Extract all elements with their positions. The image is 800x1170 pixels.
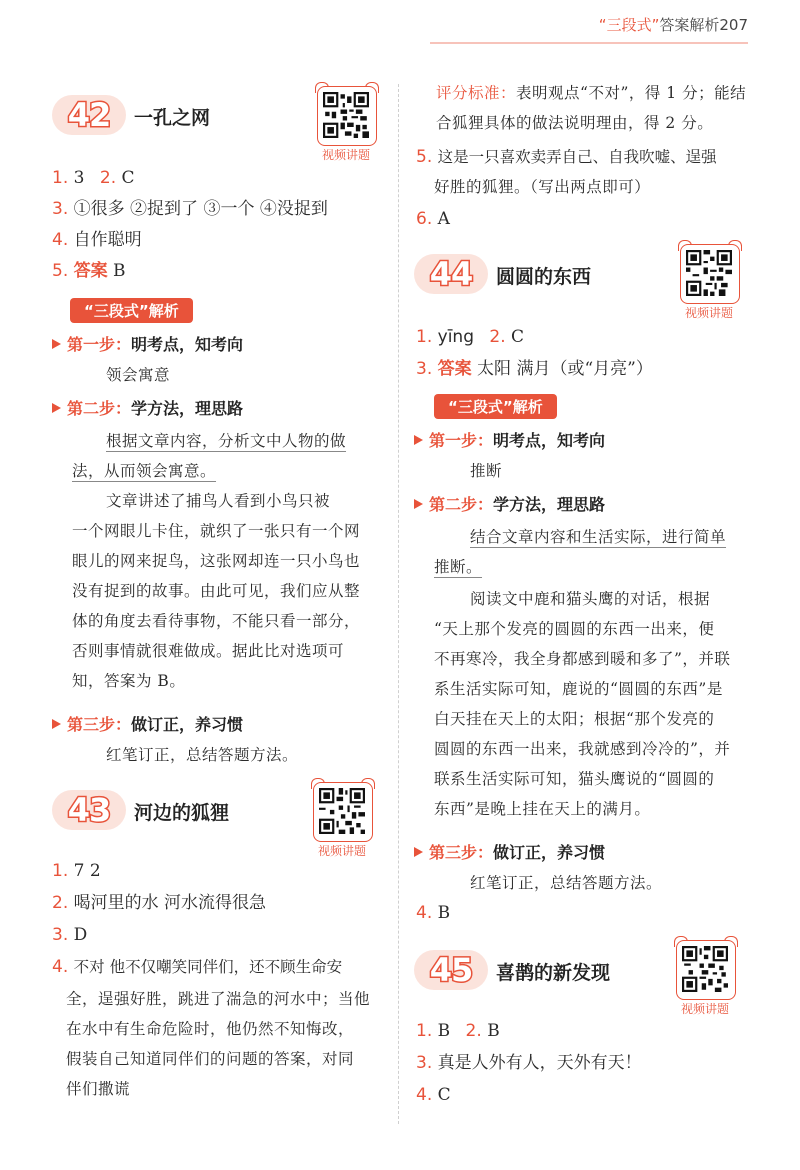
analysis-44-line: 东西”是晚上挂在天上的满月。 [434, 800, 651, 818]
analysis-42-line: 没有捉到的故事。由此可见，我们应从整 [72, 582, 361, 600]
page-number: 207 [719, 16, 748, 34]
answer-45-4: 4. C [416, 1085, 451, 1105]
answer-43-5: 5. 这是一只喜欢卖弄自己、自我吹嘘、逞强 [416, 147, 717, 167]
section-badge-43: 43 [52, 790, 126, 830]
step2-detail-44-line1: 结合文章内容和生活实际，进行简单 [470, 528, 727, 546]
header-quote-title: “三段式” [598, 16, 660, 34]
answer-43-5-line2: 好胜的狐狸。（写出两点即可） [434, 178, 651, 196]
qr-code-42[interactable] [313, 86, 379, 162]
qr-code-45[interactable] [672, 940, 738, 1016]
step2-44: 第二步：学方法，理思路 [414, 492, 605, 515]
qr-label: 视频讲题 [680, 1002, 729, 1016]
analysis-44-line: 阅读文中鹿和猫头鹰的对话，根据 [470, 590, 711, 608]
step3-detail-44: 红笔订正，总结答题方法。 [470, 874, 663, 892]
step2-42: 第二步：学方法，理思路 [52, 396, 243, 419]
step3-detail-42: 红笔订正，总结答题方法。 [106, 746, 299, 764]
analysis-44-line: 不再寒冷，我全身都感到暖和多了”，并联 [434, 650, 731, 668]
answer-42-4: 4. 自作聪明 [52, 230, 142, 250]
analysis-44-line: 白天挂在天上的太阳；根据“那个发亮的 [434, 710, 715, 728]
section-title-45: 喜鹊的新发现 [496, 962, 611, 984]
answer-44-3: 3. 答案 太阳 满月（或“月亮”） [416, 359, 653, 379]
answer-43-4-line: 在水中有生命危险时，他仍然不知悔改， [66, 1020, 355, 1038]
section-title-42: 一孔之网 [134, 107, 211, 129]
answer-43-4-line: 伴们撒谎 [66, 1080, 131, 1098]
qr-icon [686, 250, 732, 296]
qr-icon [682, 946, 728, 992]
analysis-42-line: 知，答案为 B。 [72, 672, 186, 690]
analysis-44-line: “天上那个发亮的圆圆的东西一出来，便 [434, 620, 715, 638]
qr-label: 视频讲题 [321, 148, 370, 162]
qr-code-43[interactable] [309, 782, 375, 858]
section-badge-42: 42 [52, 95, 126, 135]
qr-code-44[interactable] [676, 244, 742, 320]
step2-detail-42-line2: 法，从而领会寓意。 [72, 462, 217, 480]
criteria-line2: 合狐狸具体的做法说明理由，得 2 分。 [436, 114, 714, 132]
answer-45-3: 3. 真是人外有人，天外有天！ [416, 1053, 642, 1073]
step1-detail-44: 推断 [470, 462, 503, 480]
analysis-44-line: 联系生活实际可知，猫头鹰说的“圆圆的 [434, 770, 715, 788]
analysis-tag-42: “三段式”解析 [70, 298, 193, 323]
section-badge-45: 45 [414, 950, 488, 990]
answer-43-6: 6. A [416, 209, 450, 229]
analysis-tag-44: “三段式”解析 [434, 394, 557, 419]
qr-label: 视频讲题 [317, 844, 366, 858]
section-title-44: 圆圆的东西 [496, 266, 592, 288]
step2-detail-44-line2: 推断。 [434, 558, 483, 576]
answer-42-1-2: 1. 3 2. C [52, 168, 135, 188]
answer-43-2: 2. 喝河里的水 河水流得很急 [52, 893, 267, 913]
step3-44: 第三步：做订正，养习惯 [414, 840, 605, 863]
step3-42: 第三步：做订正，养习惯 [52, 712, 243, 735]
analysis-44-line: 圆圆的东西一出来，我就感到冷冷的”，并 [434, 740, 731, 758]
answer-43-3: 3. D [52, 925, 88, 945]
column-divider [398, 84, 399, 1124]
criteria-line1: 评分标准：表明观点“不对”，得 1 分；能结 [436, 84, 747, 102]
page-header [599, 14, 748, 35]
step2-detail-42-line1: 根据文章内容，分析文中人物的做 [106, 432, 347, 450]
answer-43-4: 4. 不对 他不仅嘲笑同伴们，还不顾生命安 [52, 957, 343, 977]
analysis-42-line: 否则事情就很难做成。据此比对选项可 [72, 642, 345, 660]
qr-label: 视频讲题 [684, 306, 733, 320]
answer-45-1-2: 1. B 2. B [416, 1021, 500, 1041]
step1-44: 第一步：明考点，知考向 [414, 428, 605, 451]
answer-42-3: 3. ①很多 ②捉到了 ③一个 ④没捉到 [52, 199, 328, 219]
header-rest: 答案解析 [659, 16, 720, 34]
section-badge-44: 44 [414, 254, 488, 294]
analysis-44-line: 系生活实际可知，鹿说的“圆圆的东西”是 [434, 680, 723, 698]
qr-icon [323, 92, 369, 138]
answer-44-1-2: 1. yīng 2. C [416, 327, 525, 347]
analysis-42-line: 眼儿的网来捉鸟，这张网却连一只小鸟也 [72, 552, 361, 570]
section-title-43: 河边的狐狸 [134, 802, 230, 824]
step1-detail-42: 领会寓意 [106, 366, 171, 384]
answer-42-5: 5. 答案 B [52, 261, 126, 281]
step1-42: 第一步：明考点，知考向 [52, 332, 243, 355]
analysis-42-line: 文章讲述了捕鸟人看到小鸟只被 [106, 492, 331, 510]
answer-43-4-line: 假装自己知道同伴们的问题的答案，对同 [66, 1050, 355, 1068]
answer-43-1: 1. 7 2 [52, 861, 101, 881]
qr-icon [319, 788, 365, 834]
header-rule [430, 42, 748, 44]
answer-44-4: 4. B [416, 903, 451, 923]
analysis-42-line: 体的角度去看待事物，不能只看一部分， [72, 612, 361, 630]
answer-43-4-line: 全，逞强好胜，跳进了湍急的河水中；当他 [66, 990, 371, 1008]
analysis-42-line: 一个网眼儿卡住，就织了一张只有一个网 [72, 522, 361, 540]
